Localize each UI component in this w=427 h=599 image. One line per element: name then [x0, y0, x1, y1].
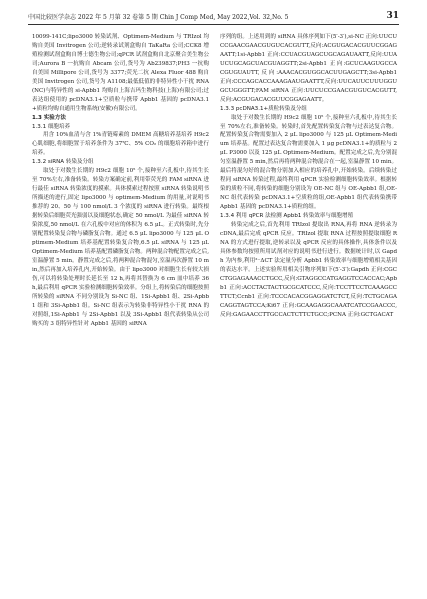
left-column: [32, 33, 209, 328]
paragraph: 取处于对数生长期的 H9c2 细胞 10⁵ 个,接种至六孔板中,待其生长至 70%左右,准备转染。转染方案确定前,利用带荧光的 FAM siRNA 进行最佳 siRNA 转染浓度的摸索。具体摸索过程按照 siRNA 转染说明书所描述的进行,固定 lipo3000 与 optimem-Medium 的用量,对说明书推荐的 20、50 与 100 nmol/L 3 个浓度的 siRNA 进行转染。最终根据转染后细胞荧光强弱以及细胞状态,确定 50 nmol/L 为最佳 siRNA 转染浓度,50 nmol/L 在六孔板中对应的体积为 6.5 μL。正式转染时,先分别配置转染复合物与磷脂复合物。通过 6.5 μL lipo3000 与 125 μL Optimem-Medium 培养基配置转染复合物,6.5 μL siRNA 与 125 μL Optimem-Medium 培养基配置磷脂复合物。两种混合物配置完成之后,室温静置 5 min。静置完成之后,将两种混合物混匀,室温再次静置 10 min,然后再加入培养孔内,开始转染。由于 lipo3000 对细胞生长有较大损伤,可以将转染处理时长延长至 12 h,再将其替换为 6 cm 皿中培养 36 h,最后利用 qPCR 实验检测细胞转染效率。分组上,将转染后的细胞按照所转染的 siRNA 不同分别设为 Si-NC 组、1Si-Apbb1 组、2Si-Apbb1 组和 3Si-Apbb1 组。Si-NC 组表示为转染非特异性小干扰 RNA 的对照组,1Si-Apbb1 与 2Si-Apbb1 以及 3Si-Apbb1 组代表转染从公司购买的 3 组特异性针对 Apbb1 基因的 siRNA: [32, 168, 209, 327]
right-column: [220, 33, 397, 320]
paragraph: 转染完成之后,首先利用 TRIzol 提取出 RNA,再将 RNA 逆转录为 cDNA,最后完成 qPCR 反应。TRIzol 提取 RNA 过程按照提取细胞 RNA 的方式进行提取,逆转录以及 qPCR 反应的具体操作,具体条件以及具体参数均按照所用试剂对应的说明书进行进行。数据统计时,以 Gapdh 为内参,利用²⁻ΔCT 法定量分析 Apbb1 转染效率与细胞增殖相关基因的表达水平。上述实验所用相关引物序列如下(5′-3′):Gapdh 正向:CGCCTGGAGAAACCTGCC,反向:GTAGGCCATGAGGTCCACCAC;Apbb1 正向:ACCTACTACTGCGCATCCC,反向:TCCTTCCTCAAAGCCTTCT;Ccnb1 正向:TCCCACACGGAGGATCTCT,反向:TCTGCAGACAGGTAGTCCA;Ki67 正向:GCAAGAGGCAAATCATCCGAACCC,反向:GAGAACCTTGCCACTCTTCTGCC;PCNA 正向:GCTGACAT: [220, 222, 397, 318]
paragraph: 10099-141C;lipo3000 转染试剂、Optimem-Medium 与 TRIzol 均购自美国 Invitrogen 公司;逆转录试剂盒购自 TaKaRa 公司;CCK8 增殖检测试剂盒购自博士德生物公司;qPCR 试剂盒购自北京聚合美生物公司;Aurora B 一抗购自 Abcam 公司,货号为 Ab239837;PH3 一抗购自美国 Millipore 公司,货号为 3377;荧光二抗 Alexa Fluor 488 购自美国 Invitrogen 公司,货号为 A1108;最低低值的非特异性小干扰 RNA(NC)与特异性的 si-Apbb1 均购自上海吉玛生物科技(上海)有限公司;过表达组使用的 pcDNA3.1+空质粒与携带 Apbb1 基因的 pcDNA3.1+质粒均购自通用生物系统(安徽)有限公司。: [32, 34, 209, 112]
running-header: [28, 11, 399, 25]
paragraph: 取处于对数生长期的 H9c2 细胞 10⁵ 个,接种至六孔板中,待其生长至 70%左右,准备转染。转染时,首先配置转染复合物与过表达复合物。配置转染复合物需要加入 2 μL lipo3000 与 125 μL Optimem-Medium 培养基。配置过表达复合物需要加入 1 μg pcDNA3.1+的质粒与 2 μL P3000 以及 125 μL Optimem-Medium。配置完成之后,先分别混匀室温静置 5 min,然后再将两种混合物混合在一起,室温静置 10 min。最后将混匀好的混合物分别加入相应的培养孔中,开始转染。后续转染过程同 siRNA 转染过程,最终利用 qPCR 实验检测细胞转染效率。根据转染的质粒不同,将转染的细胞分别设为 OE-NC 组与 OE-Apbb1 组,OE-NC 组代表转染 pcDNA3.1+空质粒的组,OE-Apbb1 组代表转染携带 Apbb1 基因的 pcDNA3.1+质粒的组。: [220, 114, 397, 211]
paragraph: 用含 10%血清与含 1%青链霉素的 DMEM 高糖培养基培养 H9c2 心肌细胞,将细胞置于培养条件为 37℃、5% CO₂ 的细胞培养箱中进行培养。: [32, 132, 209, 157]
section-heading: 1.3 实验方法: [32, 114, 66, 121]
subsection-heading: 1.3.2 siRNA 转染及分组: [32, 159, 94, 166]
paragraph: 序列的组。上述用到的 siRNA 具体序列如下(5′-3′),si-NC 正向:UUCUCCGAACGAACGUGUCACGUTT,反向:ACGUGACACGUUCGGAGAATT;1si-Apbb1 正向:CCUACGUAGCUGCAGAUAATT,反向:UUAUCUGCAGCUACGUAGGTT;2si-Apbb1 正向:GCUCAAGUGCCACGUGUAUTT,反向:AAACACGUGGCACUUGAGCTT;3si-Apbb1 正向:CCCAGCACCAAAGAAUGAATTT,反向:UUCAUUCUUUGGUGCUGGGTT;FAM siRNA 正向:UUCUCCGAACGUGUCACGUTT,反向:ACGUGACACGUUCGGAGAATT。: [220, 34, 397, 103]
subsection-heading: 1.3.4 利用 qPCR 法检测 Apbb1 转染效率与细胞增殖: [220, 213, 354, 220]
page-number: 31: [386, 11, 399, 21]
subsection-heading: 1.3.3 pcDNA3.1+质粒转染及分组: [220, 105, 307, 112]
journal-citation: 中国比较医学杂志 2022 年 5 月第 32 卷第 5 期 Chin J Comp Med, May 2022,Vol. 32,No. 5: [28, 14, 289, 21]
subsection-heading: 1.3.1 细胞培养: [32, 123, 71, 130]
